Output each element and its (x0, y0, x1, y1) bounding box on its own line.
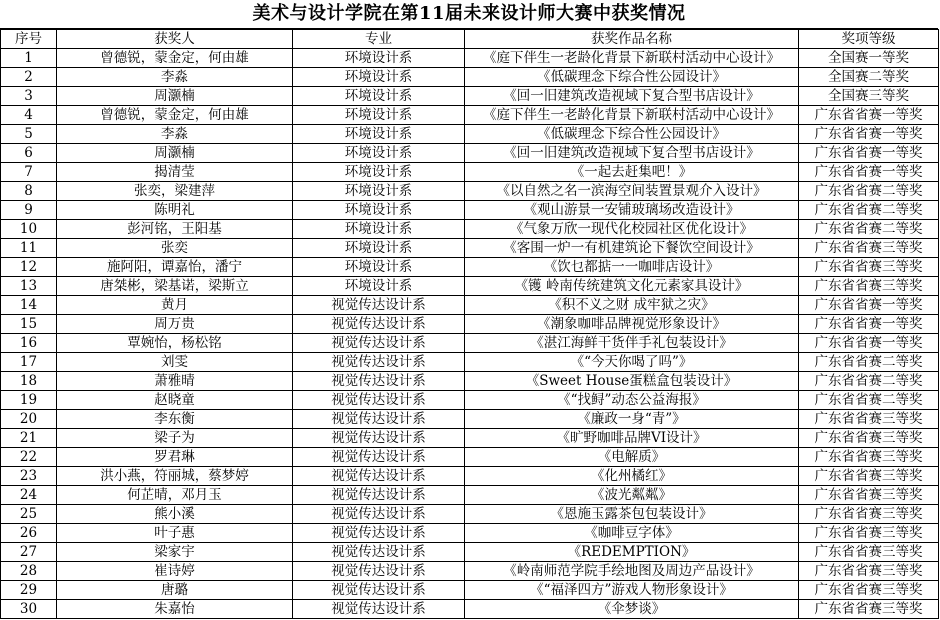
awards-table (0, 29, 939, 619)
cell-award: 广东省省赛三等奖 (799, 524, 939, 543)
cell-work: 《一起去赶集吧！》 (465, 163, 799, 182)
cell-major: 视觉传达设计系 (293, 505, 465, 524)
cell-index: 1 (1, 49, 57, 68)
table-row (1, 87, 939, 106)
table-row (1, 201, 939, 220)
table-row (1, 68, 939, 87)
cell-work: 《客围一炉一有机建筑论下餐饮空间设计》 (465, 239, 799, 258)
cell-award: 广东省省赛三等奖 (799, 429, 939, 448)
table-row (1, 581, 939, 600)
cell-award: 广东省省赛三等奖 (799, 467, 939, 486)
header-row (1, 30, 939, 49)
cell-work: 《咖啡豆字体》 (465, 524, 799, 543)
table-body (1, 49, 939, 619)
cell-work: 《气象万欣一现代化校园社区优化设计》 (465, 220, 799, 239)
cell-winner: 赵晓童 (57, 391, 293, 410)
cell-work: 《庭下伴生一老龄化背景下新联村活动中心设计》 (465, 106, 799, 125)
cell-award: 广东省省赛一等奖 (799, 125, 939, 144)
cell-winner: 李东衡 (57, 410, 293, 429)
cell-award: 广东省省赛一等奖 (799, 296, 939, 315)
cell-major: 环境设计系 (293, 125, 465, 144)
table-row (1, 296, 939, 315)
cell-work: 《Sweet House蛋糕盒包装设计》 (465, 372, 799, 391)
cell-winner: 张奕，梁建萍 (57, 182, 293, 201)
cell-major: 环境设计系 (293, 144, 465, 163)
header-cell-award: 奖项等级 (799, 30, 939, 49)
cell-major: 环境设计系 (293, 163, 465, 182)
cell-index: 17 (1, 353, 57, 372)
cell-award: 广东省省赛二等奖 (799, 201, 939, 220)
cell-winner: 洪小燕，符丽城，蔡梦婷 (57, 467, 293, 486)
cell-index: 19 (1, 391, 57, 410)
cell-index: 30 (1, 600, 57, 619)
cell-award: 广东省省赛一等奖 (799, 144, 939, 163)
cell-major: 视觉传达设计系 (293, 524, 465, 543)
table-row (1, 49, 939, 68)
cell-award: 广东省省赛三等奖 (799, 410, 939, 429)
table-row (1, 106, 939, 125)
cell-award: 广东省省赛三等奖 (799, 258, 939, 277)
cell-major: 环境设计系 (293, 68, 465, 87)
cell-index: 21 (1, 429, 57, 448)
cell-major: 视觉传达设计系 (293, 543, 465, 562)
cell-winner: 周灏楠 (57, 87, 293, 106)
cell-index: 13 (1, 277, 57, 296)
table-row (1, 429, 939, 448)
cell-work: 《以自然之名一滨海空间装置景观介入设计》 (465, 182, 799, 201)
table-row (1, 334, 939, 353)
cell-index: 5 (1, 125, 57, 144)
cell-winner: 刘雯 (57, 353, 293, 372)
cell-work: 《低碳理念下综合性公园设计》 (465, 125, 799, 144)
table-row (1, 505, 939, 524)
cell-winner: 唐璐 (57, 581, 293, 600)
cell-work: 《廉政一身“青”》 (465, 410, 799, 429)
cell-winner: 揭清莹 (57, 163, 293, 182)
cell-work: 《湛江海鲜干货伴手礼包装设计》 (465, 334, 799, 353)
table-row (1, 144, 939, 163)
cell-award: 广东省省赛三等奖 (799, 277, 939, 296)
cell-work: 《岭南师范学院手绘地图及周边产品设计》 (465, 562, 799, 581)
cell-award: 广东省省赛三等奖 (799, 505, 939, 524)
cell-award: 广东省省赛一等奖 (799, 163, 939, 182)
cell-index: 27 (1, 543, 57, 562)
cell-award: 广东省省赛一等奖 (799, 106, 939, 125)
cell-major: 视觉传达设计系 (293, 486, 465, 505)
cell-winner: 朱嘉怡 (57, 600, 293, 619)
cell-work: 《回一旧建筑改造视域下复合型书店设计》 (465, 144, 799, 163)
cell-work: 《伞梦谈》 (465, 600, 799, 619)
cell-winner: 李淼 (57, 125, 293, 144)
cell-winner: 萧雅晴 (57, 372, 293, 391)
cell-winner: 周万贵 (57, 315, 293, 334)
cell-work: 《“今天你喝了吗”》 (465, 353, 799, 372)
cell-award: 广东省省赛二等奖 (799, 391, 939, 410)
cell-work: 《饮乜都掂一一咖啡店设计》 (465, 258, 799, 277)
table-row (1, 524, 939, 543)
cell-award: 广东省省赛二等奖 (799, 220, 939, 239)
cell-index: 16 (1, 334, 57, 353)
cell-index: 18 (1, 372, 57, 391)
page-title: 美术与设计学院在第11届未来设计师大赛中获奖情况 (0, 0, 938, 29)
cell-award: 广东省省赛三等奖 (799, 448, 939, 467)
cell-major: 视觉传达设计系 (293, 448, 465, 467)
cell-index: 20 (1, 410, 57, 429)
table-row (1, 182, 939, 201)
table-row (1, 258, 939, 277)
cell-work: 《波光粼粼》 (465, 486, 799, 505)
cell-work: 《低碳理念下综合性公园设计》 (465, 68, 799, 87)
table-row (1, 486, 939, 505)
header-cell-work: 获奖作品名称 (465, 30, 799, 49)
cell-major: 环境设计系 (293, 182, 465, 201)
cell-major: 视觉传达设计系 (293, 600, 465, 619)
cell-major: 环境设计系 (293, 239, 465, 258)
cell-index: 7 (1, 163, 57, 182)
cell-winner: 李淼 (57, 68, 293, 87)
cell-major: 视觉传达设计系 (293, 296, 465, 315)
cell-work: 《“福泽四方”游戏人物形象设计》 (465, 581, 799, 600)
cell-work: 《化州橘红》 (465, 467, 799, 486)
cell-award: 广东省省赛二等奖 (799, 182, 939, 201)
cell-index: 25 (1, 505, 57, 524)
cell-index: 4 (1, 106, 57, 125)
table-row (1, 391, 939, 410)
cell-major: 环境设计系 (293, 87, 465, 106)
table-row (1, 315, 939, 334)
cell-award: 广东省省赛三等奖 (799, 581, 939, 600)
cell-award: 广东省省赛一等奖 (799, 315, 939, 334)
cell-major: 视觉传达设计系 (293, 372, 465, 391)
cell-index: 3 (1, 87, 57, 106)
cell-index: 26 (1, 524, 57, 543)
table-row (1, 239, 939, 258)
table-row (1, 353, 939, 372)
cell-index: 10 (1, 220, 57, 239)
cell-award: 广东省省赛三等奖 (799, 600, 939, 619)
cell-major: 环境设计系 (293, 258, 465, 277)
cell-winner: 覃婉怡，杨松铭 (57, 334, 293, 353)
cell-winner: 梁子为 (57, 429, 293, 448)
cell-award: 全国赛一等奖 (799, 49, 939, 68)
cell-index: 22 (1, 448, 57, 467)
table-row (1, 543, 939, 562)
cell-award: 全国赛二等奖 (799, 68, 939, 87)
cell-index: 15 (1, 315, 57, 334)
cell-work: 《镬 岭南传统建筑文化元素家具设计》 (465, 277, 799, 296)
cell-work: 《庭下伴生一老龄化背景下新联村活动中心设计》 (465, 49, 799, 68)
cell-major: 视觉传达设计系 (293, 429, 465, 448)
cell-winner: 曾德锐，蒙金定，何由雄 (57, 106, 293, 125)
cell-index: 9 (1, 201, 57, 220)
cell-winner: 熊小溪 (57, 505, 293, 524)
cell-work: 《观山游景一安铺玻璃场改造设计》 (465, 201, 799, 220)
cell-index: 12 (1, 258, 57, 277)
cell-winner: 唐桀彬，梁基诺，梁斯立 (57, 277, 293, 296)
cell-major: 视觉传达设计系 (293, 410, 465, 429)
cell-major: 视觉传达设计系 (293, 467, 465, 486)
cell-major: 视觉传达设计系 (293, 315, 465, 334)
cell-award: 广东省省赛二等奖 (799, 372, 939, 391)
cell-major: 视觉传达设计系 (293, 562, 465, 581)
cell-winner: 罗君琳 (57, 448, 293, 467)
table-row (1, 125, 939, 144)
cell-winner: 梁家宇 (57, 543, 293, 562)
cell-work: 《“找鲟”动态公益海报》 (465, 391, 799, 410)
header-cell-winner: 获奖人 (57, 30, 293, 49)
cell-index: 28 (1, 562, 57, 581)
cell-winner: 周灏楠 (57, 144, 293, 163)
cell-winner: 张奕 (57, 239, 293, 258)
table-row (1, 372, 939, 391)
cell-index: 24 (1, 486, 57, 505)
cell-award: 广东省省赛三等奖 (799, 486, 939, 505)
cell-award: 广东省省赛三等奖 (799, 562, 939, 581)
cell-index: 8 (1, 182, 57, 201)
cell-major: 环境设计系 (293, 49, 465, 68)
cell-winner: 彭河铭，王阳基 (57, 220, 293, 239)
cell-work: 《回一旧建筑改造视域下复合型书店设计》 (465, 87, 799, 106)
header-cell-index: 序号 (1, 30, 57, 49)
table-row (1, 467, 939, 486)
cell-winner: 何芷晴，邓月玉 (57, 486, 293, 505)
cell-major: 视觉传达设计系 (293, 353, 465, 372)
cell-winner: 曾德锐，蒙金定，何由雄 (57, 49, 293, 68)
cell-work: 《潮象咖啡品牌视觉形象设计》 (465, 315, 799, 334)
cell-major: 环境设计系 (293, 220, 465, 239)
cell-work: 《恩施玉露茶包包装设计》 (465, 505, 799, 524)
cell-work: 《REDEMPTION》 (465, 543, 799, 562)
table-row (1, 277, 939, 296)
cell-winner: 陈明礼 (57, 201, 293, 220)
table-row (1, 600, 939, 619)
cell-award: 广东省省赛三等奖 (799, 543, 939, 562)
header-cell-major: 专业 (293, 30, 465, 49)
cell-work: 《积不义之财 成牢狱之灾》 (465, 296, 799, 315)
table-row (1, 448, 939, 467)
table-row (1, 163, 939, 182)
cell-index: 6 (1, 144, 57, 163)
cell-award: 广东省省赛二等奖 (799, 353, 939, 372)
cell-work: 《旷野咖啡品牌VI设计》 (465, 429, 799, 448)
table-row (1, 410, 939, 429)
cell-winner: 叶子惠 (57, 524, 293, 543)
cell-major: 视觉传达设计系 (293, 334, 465, 353)
cell-major: 视觉传达设计系 (293, 391, 465, 410)
cell-major: 环境设计系 (293, 277, 465, 296)
cell-winner: 施阿阳，谭嘉怡，潘宁 (57, 258, 293, 277)
cell-major: 环境设计系 (293, 201, 465, 220)
cell-award: 全国赛三等奖 (799, 87, 939, 106)
cell-award: 广东省省赛三等奖 (799, 239, 939, 258)
cell-major: 环境设计系 (293, 106, 465, 125)
cell-index: 14 (1, 296, 57, 315)
cell-award: 广东省省赛一等奖 (799, 334, 939, 353)
cell-work: 《电解质》 (465, 448, 799, 467)
cell-index: 29 (1, 581, 57, 600)
table-row (1, 562, 939, 581)
cell-index: 11 (1, 239, 57, 258)
table-row (1, 220, 939, 239)
cell-winner: 崔诗婷 (57, 562, 293, 581)
cell-index: 2 (1, 68, 57, 87)
cell-winner: 黄月 (57, 296, 293, 315)
cell-index: 23 (1, 467, 57, 486)
cell-major: 视觉传达设计系 (293, 581, 465, 600)
